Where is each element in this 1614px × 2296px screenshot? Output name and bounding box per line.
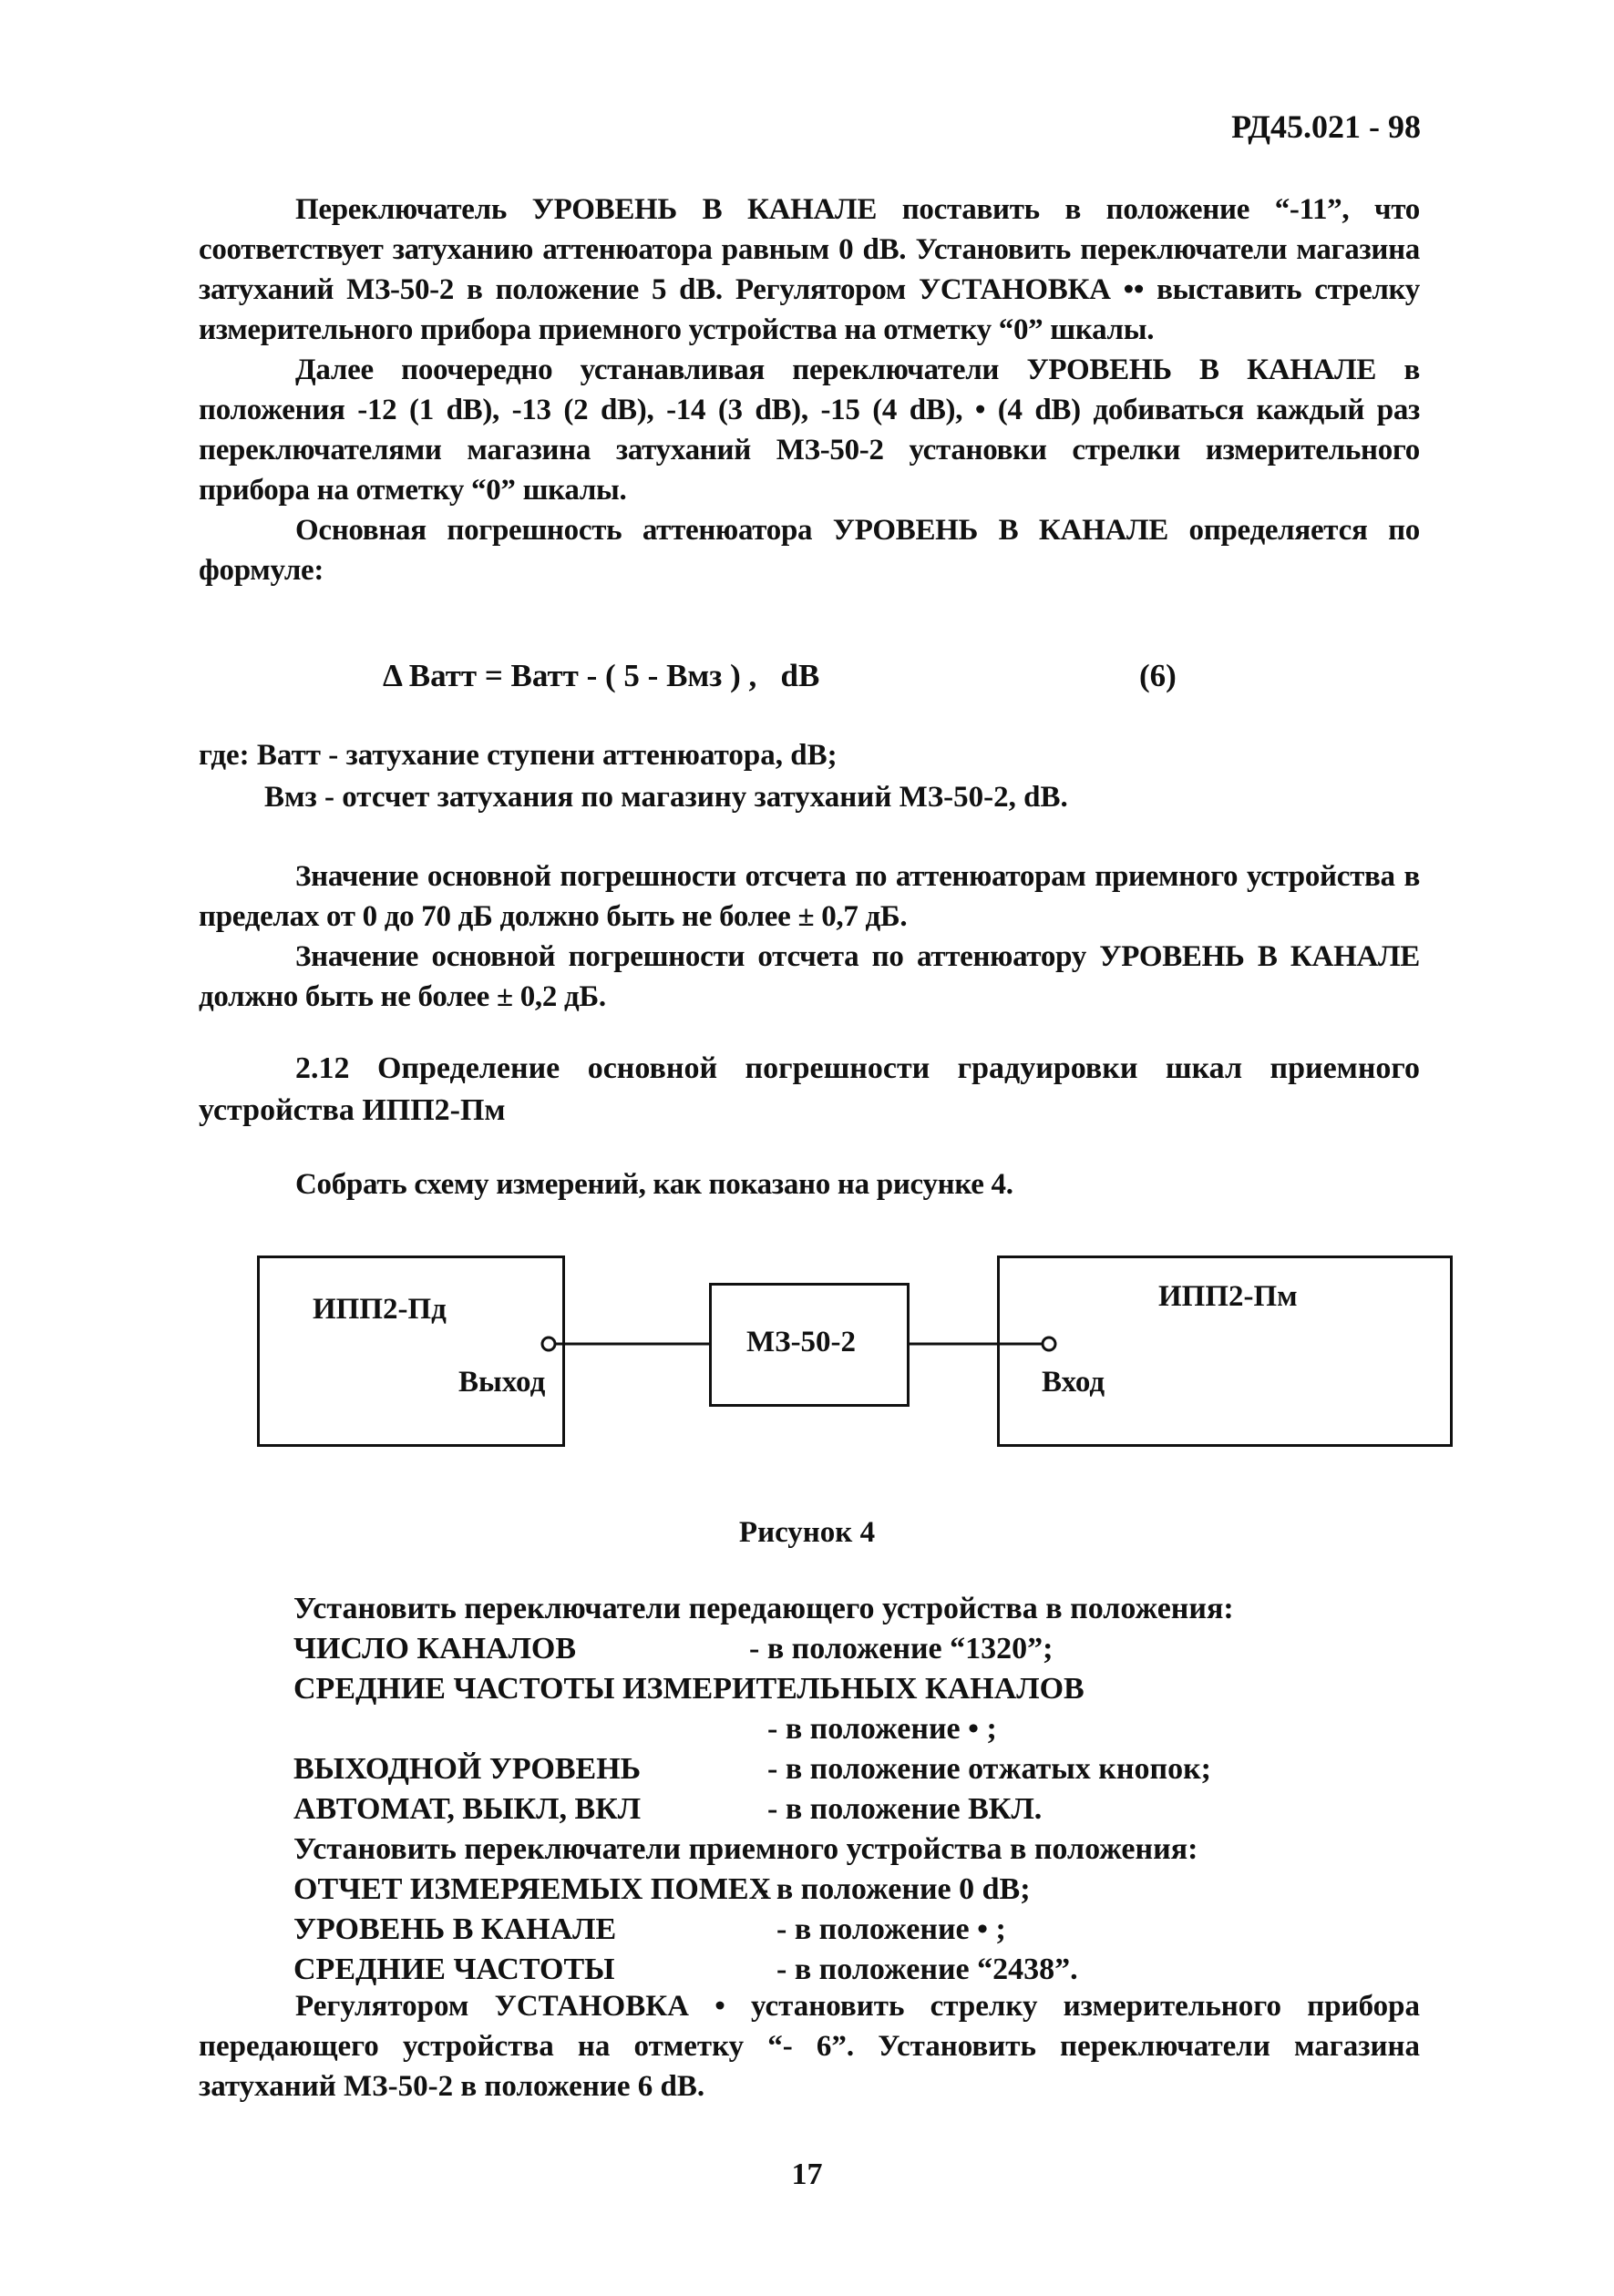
paragraph-2: Далее поочередно устанавливая переключатели УРОВЕНЬ В КАНАЛЕ в положения -12 (1 dB), -13 (2 dB), -14 (3 dB), -15 (4 dB), • (4 dB) добиваться каждый раз переключателями магазина затуханий МЗ-50-2 установки стрелки измерительного прибора на отметку “0” шкалы.: [199, 354, 1420, 507]
paragraph-5: Значение основной погрешности отсчета по аттенюатору УРОВЕНЬ В КАНАЛЕ должно быть не более ± 0,2 дБ.: [199, 940, 1420, 1013]
document-code: РД45.021 - 98: [1231, 108, 1421, 145]
formula: [383, 658, 1203, 694]
text-block-1: [199, 190, 1420, 590]
measurement-diagram: [257, 1256, 1460, 1456]
figure-caption: Рисунок 4: [738, 1516, 876, 1549]
output-terminal: [542, 1338, 555, 1350]
receiver-title: ИПП2-Пм: [1158, 1280, 1298, 1313]
document-page: РД45.021 - 98 Переключатель УРОВЕНЬ В КАНАЛЕ поставить в положение “-11”, что соответствует затуханию аттенюатора равным 0 dB. Установить переключатели магазина затуханий МЗ-50-2 в положение 5 dB. Регулятором УСТАНОВКА •• выставить стрелку измерительного прибора приемного устройства на отметку “0” шкалы. Далее поочередно устанавливая переключатели УРОВЕНЬ В КАНАЛЕ в положения -12 (1 dB), -13 (2 dB), -14 (3 dB), -15 (4 dB), • (4 dB) добиваться каждый раз переключателями магазина затуханий МЗ-50-2 установки стрелки измерительного прибора на отметку “0” шкалы. Основная погрешность аттенюатора УРОВЕНЬ В КАНАЛЕ определяется по формуле: Δ Bатт = Bатт - ( 5 - Bмз ) , dB (6) где: Bатт - затухание ступени аттенюатора, dB; Bмз - отсчет затухания по магазину затуханий МЗ-50-2, dB. Значение основной погрешности отсчета по аттенюаторам приемного устройства в пределах от 0 до 70 дБ должно быть не более ± 0,7 дБ. Значение основной погрешности отсчета по аттенюатору УРОВЕНЬ В КАНАЛЕ должно быть не более ± 0,2 дБ. 2.12 Определение основной погрешности градуировки шкал приемного устройства ИПП2-Пм Собрать схему измерений, как показано на рисунке 4. ИПП2-Пд Выход МЗ-50-2 ИПП2-Пм Вход Рисунок 4 Установить переключатели передающего устройства в положения: ЧИСЛО КАНАЛОВ - в положение “1320”; СРЕДНИЕ ЧАСТОТЫ ИЗМЕРИТЕЛЬНЫХ КАНАЛОВ - в положение • ; ВЫХОДНОЙ УРОВЕНЬ - в положение отжатых кнопок; АВТОМАТ, ВЫКЛ, ВКЛ - в положение ВКЛ. Установить переключатели приемного устройства в положения: ОТЧЕТ ИЗМЕРЯЕМЫХ ПОМЕХ - в положение 0 dB; УРОВЕНЬ В КАНАЛЕ - в положение • ; СРЕДНИЕ ЧАСТОТЫ - в положение “2438”. Регулятором УСТАНОВКА • установить стрелку измерительного прибора передающего устройства на отметку “- 6”. Установить переключатели магазина затуханий МЗ-50-2 в положение 6 dB. 17: [0, 0, 1614, 2296]
paragraph-1: Переключатель УРОВЕНЬ В КАНАЛЕ поставить в положение “-11”, что соответствует затуханию аттенюатора равным 0 dB. Установить переключатели магазина затуханий МЗ-50-2 в положение 5 dB. Регулятором УСТАНОВКА •• выставить стрелку измерительного прибора приемного устройства на отметку “0” шкалы.: [199, 193, 1420, 346]
final-paragraph: [199, 1986, 1420, 2106]
page-number: 17: [791, 2158, 823, 2191]
formula-legend: [199, 734, 1068, 818]
transmitter-port-label: Выход: [458, 1366, 546, 1399]
transmitter-title: ИПП2-Пд: [313, 1293, 447, 1326]
receiver-box: [997, 1256, 1453, 1447]
text-block-2: [199, 856, 1420, 1017]
legend-line-2: Bмз - отсчет затухания по магазину затуханий МЗ-50-2, dB.: [264, 781, 1068, 814]
receiver-port-label: Вход: [1042, 1366, 1105, 1399]
section-intro: Собрать схему измерений, как показано на рисунке 4.: [295, 1168, 1013, 1201]
paragraph-3: Основная погрешность аттенюатора УРОВЕНЬ В КАНАЛЕ определяется по формуле:: [199, 514, 1420, 587]
attenuator-box: [709, 1283, 910, 1407]
formula-number: (6): [1139, 658, 1177, 693]
section-heading: 2.12 Определение основной погрешности градуировки шкал приемного устройства ИПП2-Пм: [199, 1051, 1420, 1127]
paragraph-4: Значение основной погрешности отсчета по аттенюаторам приемного устройства в пределах от 0 до 70 дБ должно быть не более ± 0,7 дБ.: [199, 860, 1420, 933]
section-intro-block: [199, 1164, 1420, 1204]
legend-line-1: где: Bатт - затухание ступени аттенюатора, dB;: [199, 739, 838, 772]
attenuator-label: МЗ-50-2: [746, 1326, 857, 1358]
final-text: Регулятором УСТАНОВКА • установить стрелку измерительного прибора передающего устройства на отметку “- 6”. Установить переключатели магазина затуханий МЗ-50-2 в положение 6 dB.: [199, 1990, 1420, 2103]
formula-expression: Δ Bатт = Bатт - ( 5 - Bмз ) , dB: [383, 658, 820, 693]
